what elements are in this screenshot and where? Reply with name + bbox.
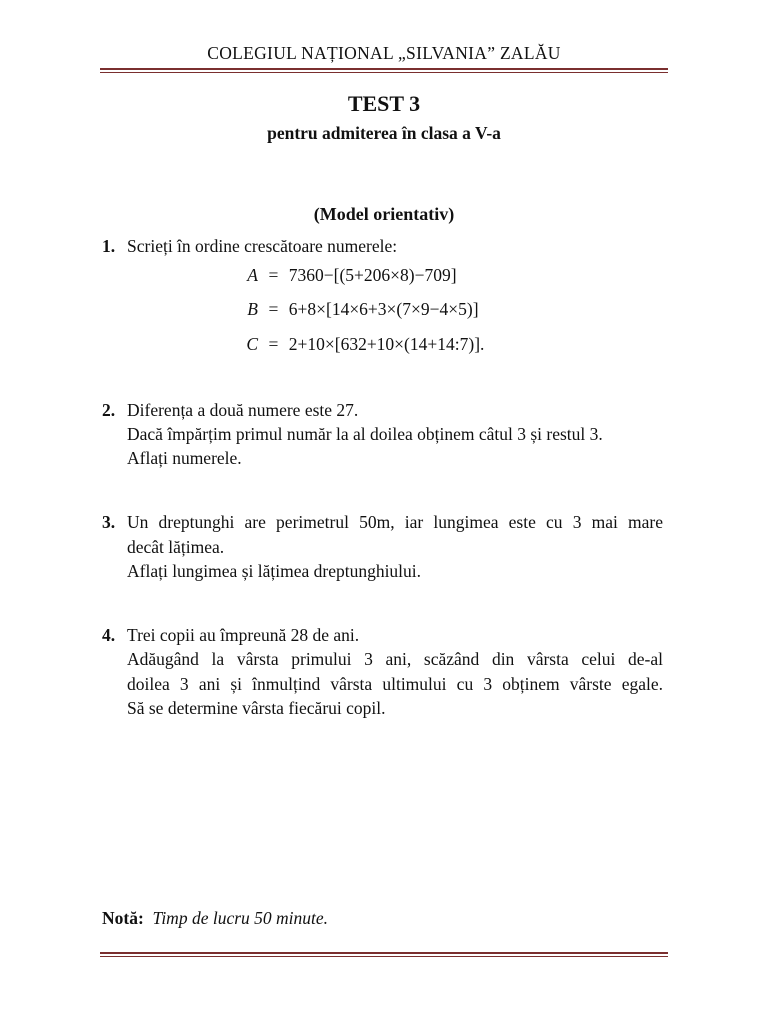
equation-a-expression: 7360−[(5+206×8)−709]: [288, 265, 457, 285]
header-divider: [100, 68, 668, 73]
problem-3-line-1: Un dreptunghi are perimetrul 50m, iar lungimea este cu 3 mai mare: [127, 512, 663, 532]
equation-b-sign: =: [268, 299, 279, 319]
problem-4-line-2: Adăugând la vârsta primului 3 ani, scăzând din vârsta celui de-al: [127, 649, 663, 669]
problem-2-line-1: Diferența a două numere este 27.: [127, 400, 359, 420]
problem-4-number: 4.: [102, 625, 116, 645]
equation-b: [236, 299, 479, 320]
problem-3-line-2: decât lățimea.: [127, 537, 225, 557]
problem-2-line-2: Dacă împărțim primul număr la al doilea obținem câtul 3 și restul 3.: [127, 424, 603, 444]
problem-3-number: 3.: [102, 512, 116, 532]
problem-4-line-3: doilea 3 ani și înmulțind vârsta ultimului cu 3 obținem vârste egale.: [127, 674, 663, 694]
problem-2-line-3: Aflați numerele.: [127, 448, 242, 468]
model-label: (Model orientativ): [313, 204, 455, 224]
problem-1-text: Scrieți în ordine crescătoare numerele:: [127, 236, 398, 256]
equation-b-expression: 6+8×[14×6+3×(7×9−4×5)]: [288, 299, 479, 319]
note-label: Notă:: [102, 908, 144, 928]
problem-1-number: 1.: [102, 236, 116, 256]
footer-divider: [100, 952, 668, 957]
equation-c-sign: =: [268, 334, 279, 354]
equation-b-label: B: [247, 299, 258, 319]
problem-4-line-4: Să se determine vârsta fiecărui copil.: [127, 698, 386, 718]
equation-c-label: C: [246, 334, 258, 354]
equation-a: [236, 265, 457, 286]
note-text: Timp de lucru 50 minute.: [152, 908, 329, 928]
time-note: [102, 908, 328, 929]
test-subtitle: pentru admiterea în clasa a V-a: [267, 123, 501, 143]
equation-a-label: A: [247, 265, 258, 285]
equation-a-sign: =: [268, 265, 279, 285]
problem-4-line-1: Trei copii au împreună 28 de ani.: [127, 625, 360, 645]
problem-3-line-3: Aflați lungimea și lățimea dreptunghiului.: [127, 561, 422, 581]
test-title: TEST 3: [347, 91, 421, 116]
equation-c-expression: 2+10×[632+10×(14+14:7)].: [288, 334, 485, 354]
equation-c: [236, 334, 484, 355]
problem-2-number: 2.: [102, 400, 116, 420]
school-header: COLEGIUL NAȚIONAL „SILVANIA” ZALĂU: [207, 43, 561, 63]
